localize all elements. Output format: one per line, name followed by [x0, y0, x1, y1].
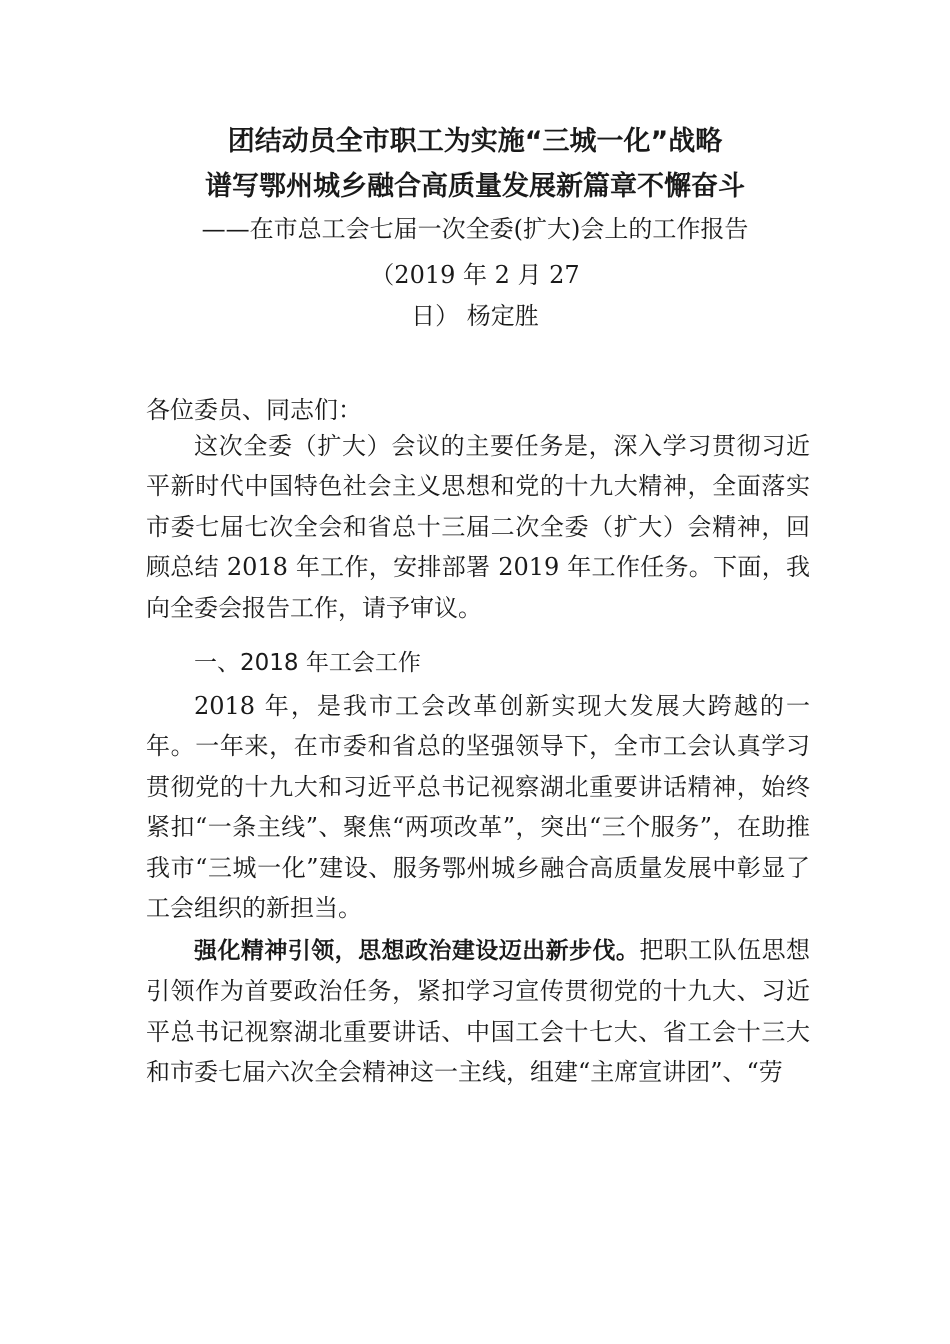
title-line-1: 团结动员全市职工为实施“三城一化”战略	[227, 126, 723, 157]
title-line-2: 谱写鄂州城乡融合高质量发展新篇章不懈奋斗	[205, 171, 745, 202]
paragraph-lead-text: 强化精神引领，思想政治建设迈出新步伐。	[194, 938, 640, 964]
subtitle-date: （2019 年 2 月 27	[370, 261, 580, 289]
paragraph-body-text: 把职工队伍思想引领作为首要政治任务，紧扣学习宣传贯彻党的十九大、习近平总书记视察湖北重要讲话、中国工会十七大、省工会十三大和市委七届六次全会精神这一主线，组建“主席宣讲团”、“劳	[146, 936, 811, 1087]
subtitle-line-1: ——在市总工会七届一次全委(扩大)会上的工作报告	[201, 215, 749, 243]
paragraph-2018-summary: 2018 年，是我市工会改革创新实现大发展大跨越的一年。一年来，在市委和省总的坚强领导下，全市工会认真学习贯彻党的十九大和习近平总书记视察湖北重要讲话精神，始终紧扣“一条主线”、聚焦“两项改革”，突出“三个服务”，在助推我市“三城一化”建设、服务鄂州城乡融合高质量发展中彰显了工会组织的新担当。	[146, 692, 810, 923]
section-heading: 一、2018 年工会工作	[194, 650, 421, 676]
subtitle-author: 日） 杨定胜	[411, 302, 539, 330]
paragraph-intro: 这次全委（扩大）会议的主要任务是，深入学习贯彻习近平新时代中国特色社会主义思想和党的十九大精神，全面落实市委七届七次全会和省总十三届二次全委（扩大）会精神，回顾总结 2018 年工作，安排部署 2019 年工作任务。下面，我向全委会报告工作，请予审议。	[146, 432, 810, 622]
salutation: 各位委员、同志们：	[146, 396, 362, 424]
paragraph-spirit-guidance	[146, 930, 810, 1093]
